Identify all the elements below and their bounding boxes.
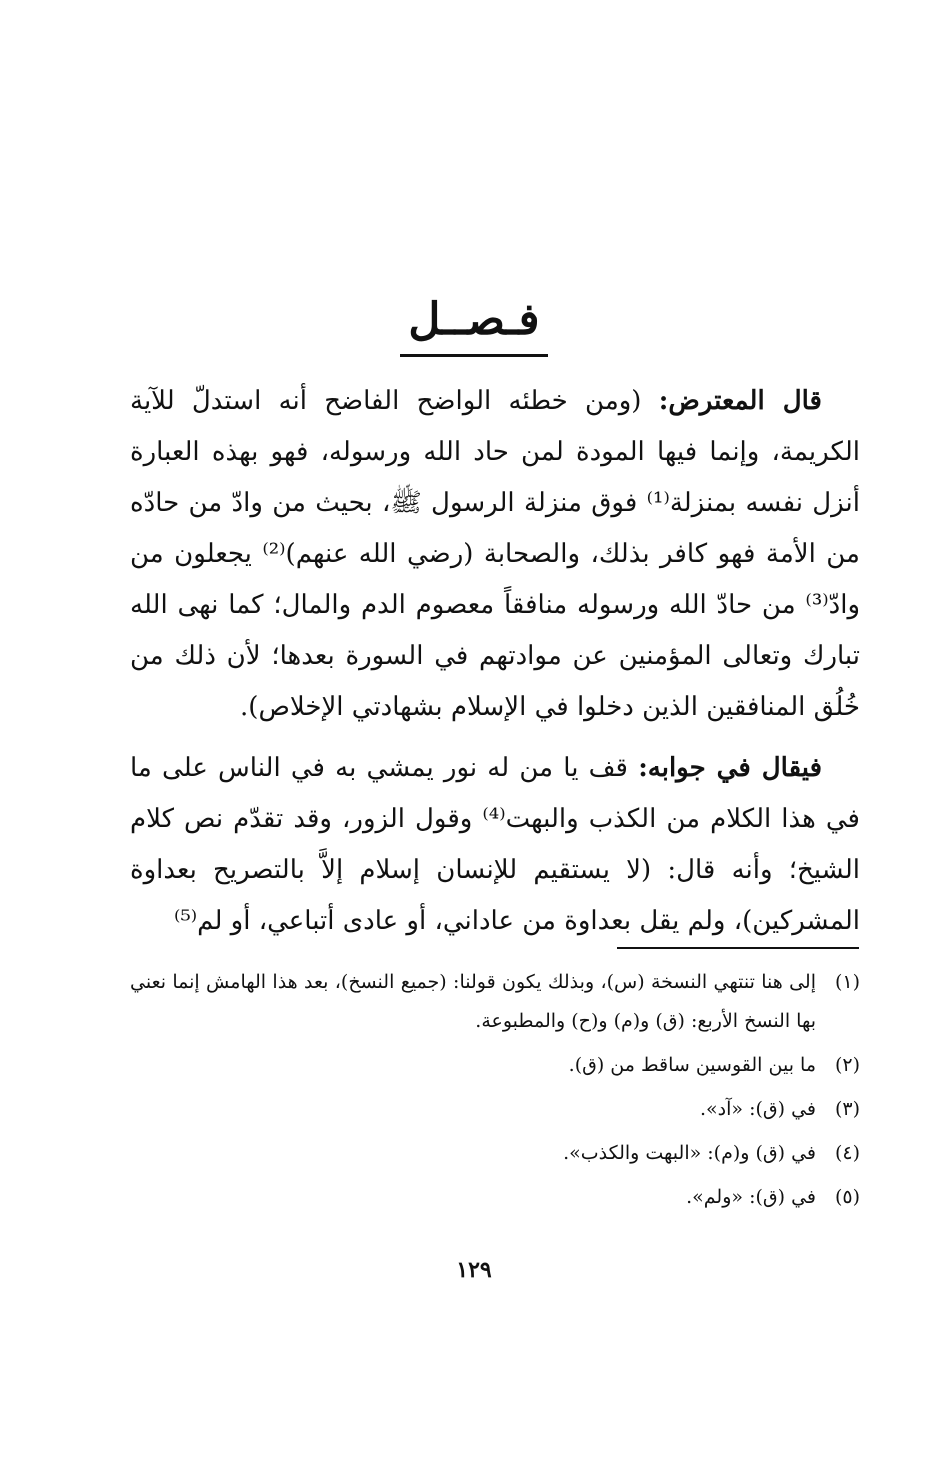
paragraph-lead: قال المعترض: <box>658 386 822 416</box>
footnote-item <box>130 963 860 1041</box>
footnote-text: في (ق): «آد». <box>700 1098 816 1120</box>
footnote-text: ما بين القوسين ساقط من (ق). <box>568 1054 816 1076</box>
footnote-text: إلى هنا تنتهي النسخة (س)، وبذلك يكون قولنا: (جميع النسخ)، بعد هذا الهامش إنما نعني بها النسخ الأربع: (ق) و(م) و(ح) والمطبوعة. <box>130 971 816 1032</box>
footnote-text: في (ق): «ولم». <box>686 1186 816 1208</box>
footnote-separator <box>617 947 859 949</box>
footnote-item <box>130 1178 860 1217</box>
section-heading-text: فـصــل <box>400 288 547 357</box>
section-heading <box>0 288 948 357</box>
footnote-number: (٥) <box>834 1186 860 1208</box>
paragraph-reply <box>130 743 860 947</box>
body-text <box>130 376 860 947</box>
paragraph-objection <box>130 376 860 733</box>
footnote-item <box>130 1046 860 1085</box>
footnotes <box>130 963 860 1222</box>
footnote-number: (١) <box>834 971 860 993</box>
footnote-item <box>130 1090 860 1129</box>
footnote-item <box>130 1134 860 1173</box>
page-number: ١٢٩ <box>456 1257 492 1283</box>
paragraph-lead: فيقال في جوابه: <box>638 753 822 783</box>
paragraph-body: (ومن خطئه الواضح الفاضح أنه استدلّ للآية الكريمة، وإنما فيها المودة لمن حاد الله ورسوله، فهو بهذه العبارة أنزل نفسه بمنزلة⁽¹⁾ فوق منزلة الرسول ﷺ، بحيث من وادّ من حادّه من الأمة فهو كافر بذلك، والصحابة (رضي الله عنهم)⁽²⁾ يجعلون من وادّ⁽³⁾ من حادّ الله ورسوله منافقاً معصوم الدم والمال؛ كما نهى الله تبارك وتعالى المؤمنين عن موادتهم في السورة بعدها؛ لأن ذلك من خُلُق المنافقين الذين دخلوا في الإسلام بشهادتي الإخلاص). <box>130 386 860 722</box>
footnote-text: في (ق) و(م): «البهت والكذب». <box>563 1142 816 1164</box>
footnote-number: (٢) <box>834 1054 860 1076</box>
footnote-number: (٤) <box>834 1142 860 1164</box>
paragraph-body: قف يا من له نور يمشي به في الناس على ما في هذا الكلام من الكذب والبهت⁽⁴⁾ وقول الزور، وقد تقدّم نص كلام الشيخ؛ وأنه قال: (لا يستقيم للإنسان إسلام إلاَّ بالتصريح بعداوة المشركين)، ولم يقل بعداوة من عاداني، أو عادى أتباعي، أو لم⁽⁵⁾ <box>130 753 860 936</box>
footnote-number: (٣) <box>834 1098 860 1120</box>
